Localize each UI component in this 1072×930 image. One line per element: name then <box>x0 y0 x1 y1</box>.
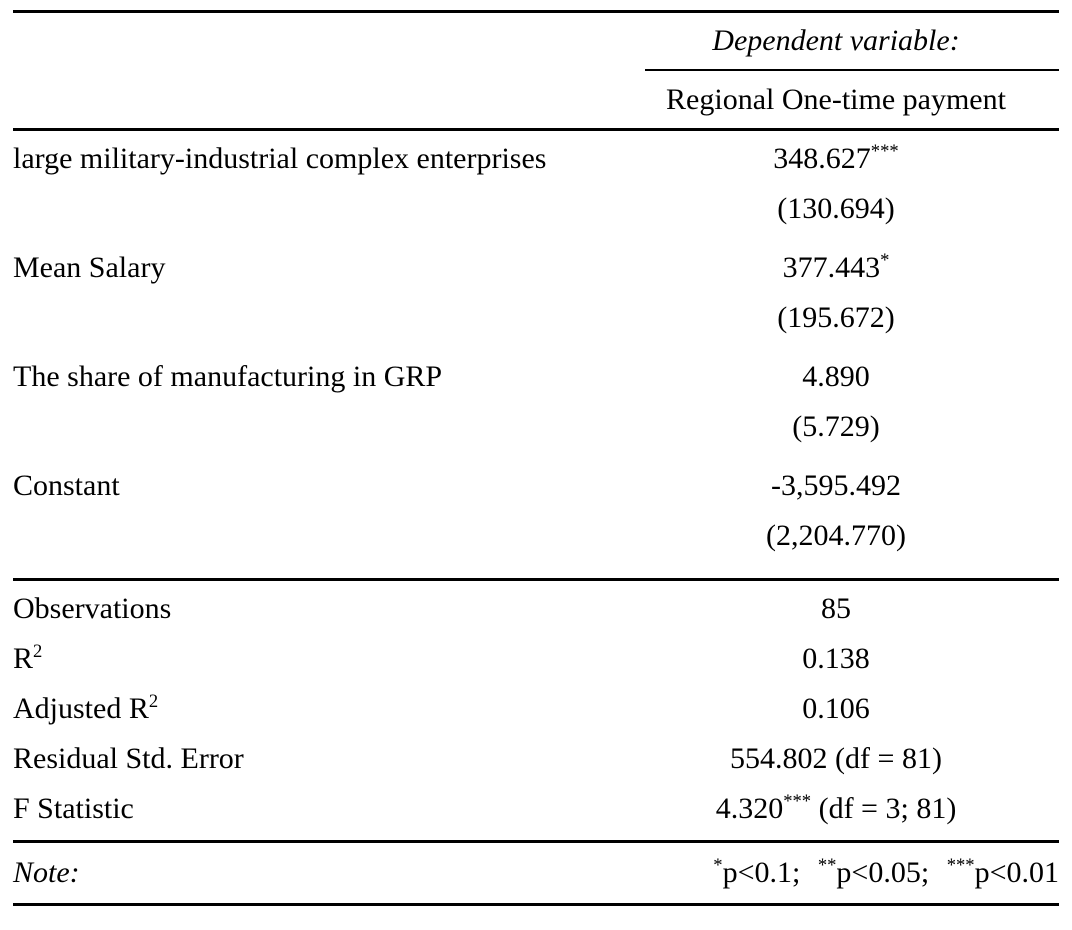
significance-stars: *** <box>870 141 899 162</box>
stat-label: Observations <box>13 592 172 625</box>
coefficient-label: large military-industrial complex enterprises <box>13 142 547 175</box>
coefficients-section <box>13 131 1059 578</box>
coefficient-estimate: -3,595.492 <box>771 469 901 502</box>
std-error-row <box>13 402 1059 452</box>
stats-section <box>13 581 1059 840</box>
std-error-row <box>13 293 1059 343</box>
coefficient-row <box>13 243 1059 293</box>
stat-value: 0.138 <box>802 642 870 675</box>
stat-row <box>13 734 1059 784</box>
regression-table <box>13 10 1059 906</box>
significance-stars: *** <box>946 855 975 876</box>
significance-stars: *** <box>783 791 812 812</box>
coefficient-std-error: (2,204.770) <box>766 519 906 552</box>
dependent-variable-label: Dependent variable: <box>712 24 960 57</box>
note-row <box>13 843 1059 903</box>
coefficient-row <box>13 352 1059 402</box>
stat-value: 0.106 <box>802 692 870 725</box>
coefficient-estimate: 4.890 <box>802 360 870 393</box>
significance-stars: ** <box>817 855 837 876</box>
significance-stars: * <box>880 250 890 271</box>
dependent-variable-row <box>13 13 1059 69</box>
stat-row <box>13 784 1059 834</box>
coefficient-std-error: (5.729) <box>792 410 880 443</box>
stat-value: 4.320*** (df = 3; 81) <box>715 791 957 825</box>
stat-value: 85 <box>821 592 851 625</box>
stat-label: Adjusted $R^2$ <box>13 691 159 725</box>
significance-legend-item: *p<0.1; <box>713 855 801 889</box>
significance-legend <box>613 843 1059 903</box>
stat-label: Residual Std. Error <box>13 742 244 775</box>
stat-row <box>13 634 1059 684</box>
stat-label: $R^2$ <box>13 641 43 675</box>
note-label: Note: <box>13 856 80 889</box>
coefficient-row <box>13 134 1059 184</box>
coefficient-std-error: (195.672) <box>777 301 895 334</box>
coefficient-estimate: 377.443* <box>782 250 890 284</box>
dependent-variable-name-row <box>13 71 1059 128</box>
coefficient-group <box>13 134 1059 234</box>
stat-row <box>13 584 1059 634</box>
coefficient-group <box>13 461 1059 561</box>
significance-stars: * <box>713 855 723 876</box>
coefficient-label: Constant <box>13 469 120 502</box>
significance-legend-item: **p<0.05; <box>817 855 930 889</box>
coefficient-label: The share of manufacturing in GRP <box>13 360 443 393</box>
coefficient-group <box>13 352 1059 452</box>
coefficient-estimate: 348.627*** <box>773 141 899 175</box>
coefficient-std-error: (130.694) <box>777 192 895 225</box>
std-error-row <box>13 184 1059 234</box>
stat-value: 554.802 (df = 81) <box>730 742 942 775</box>
coefficient-group <box>13 243 1059 343</box>
coefficient-label: Mean Salary <box>13 251 166 284</box>
bottom-rule <box>13 903 1059 906</box>
std-error-row <box>13 511 1059 561</box>
significance-legend-item: ***p<0.01 <box>946 855 1059 889</box>
coefficient-row <box>13 461 1059 511</box>
stat-label: F Statistic <box>13 792 134 825</box>
dependent-variable-name: Regional One-time payment <box>666 83 1006 116</box>
stat-row <box>13 684 1059 734</box>
